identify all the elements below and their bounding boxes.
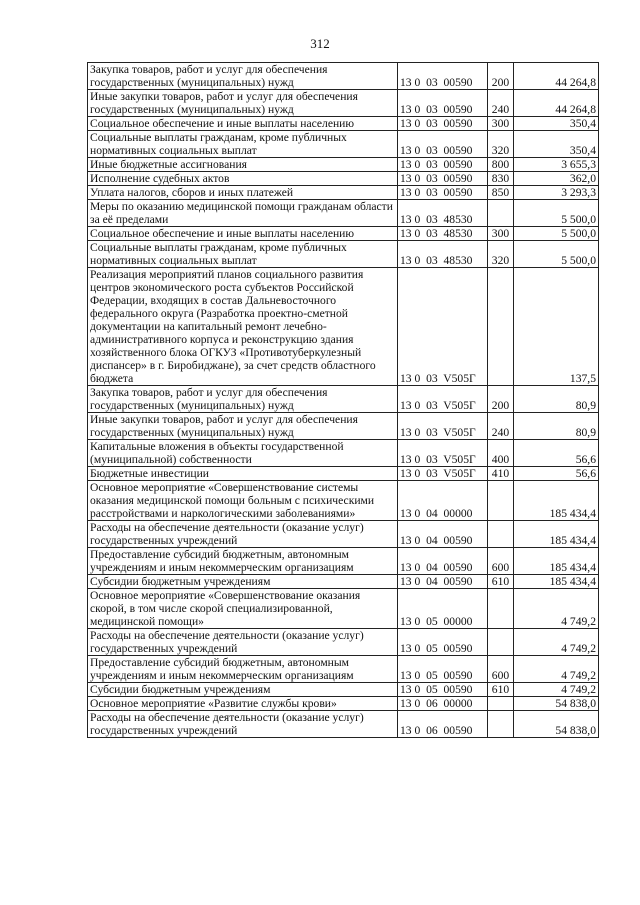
budget-table (87, 62, 599, 738)
row-type-cell (488, 481, 514, 521)
row-type-cell (488, 200, 514, 227)
row-type-cell: 300 (488, 117, 514, 131)
row-code-cell: 13 0 03 48530 (398, 227, 488, 241)
row-code-cell: 13 0 05 00000 (398, 589, 488, 629)
table-row (88, 117, 599, 131)
row-type-cell: 240 (488, 413, 514, 440)
row-code-cell: 13 0 05 00590 (398, 629, 488, 656)
row-code-cell: 13 0 03 48530 (398, 241, 488, 268)
row-sum-cell: 56,6 (514, 467, 599, 481)
row-name-cell: Основное мероприятие «Совершенствование системы оказания медицинской помощи больным с психическими расстройствами и наркологическими заболеваниями» (88, 481, 398, 521)
row-name-cell: Социальное обеспечение и иные выплаты населению (88, 117, 398, 131)
row-name-cell: Социальные выплаты гражданам, кроме публичных нормативных социальных выплат (88, 241, 398, 268)
row-name-cell: Предоставление субсидий бюджетным, автономным учреждениям и иным некоммерческим организациям (88, 548, 398, 575)
row-sum-cell: 350,4 (514, 131, 599, 158)
row-code-cell: 13 0 04 00000 (398, 481, 488, 521)
row-type-cell (488, 589, 514, 629)
row-name-cell: Исполнение судебных актов (88, 172, 398, 186)
row-sum-cell: 362,0 (514, 172, 599, 186)
row-code-cell: 13 0 04 00590 (398, 548, 488, 575)
table-row (88, 227, 599, 241)
row-sum-cell: 4 749,2 (514, 629, 599, 656)
row-code-cell: 13 0 03 00590 (398, 63, 488, 90)
row-sum-cell: 4 749,2 (514, 683, 599, 697)
row-sum-cell: 5 500,0 (514, 227, 599, 241)
table-row (88, 697, 599, 711)
row-code-cell: 13 0 03 00590 (398, 186, 488, 200)
row-type-cell: 850 (488, 186, 514, 200)
row-sum-cell: 4 749,2 (514, 589, 599, 629)
row-sum-cell: 44 264,8 (514, 90, 599, 117)
table-row (88, 481, 599, 521)
row-name-cell: Капитальные вложения в объекты государственной (муниципальной) собственности (88, 440, 398, 467)
table-row (88, 158, 599, 172)
row-sum-cell: 137,5 (514, 268, 599, 386)
row-name-cell: Расходы на обеспечение деятельности (оказание услуг) государственных учреждений (88, 629, 398, 656)
row-code-cell: 13 0 03 00590 (398, 131, 488, 158)
row-code-cell: 13 0 03 00590 (398, 117, 488, 131)
table-row (88, 200, 599, 227)
row-name-cell: Социальные выплаты гражданам, кроме публичных нормативных социальных выплат (88, 131, 398, 158)
row-sum-cell: 54 838,0 (514, 697, 599, 711)
row-code-cell: 13 0 03 00590 (398, 90, 488, 117)
table-row (88, 63, 599, 90)
row-name-cell: Закупка товаров, работ и услуг для обеспечения государственных (муниципальных) нужд (88, 63, 398, 90)
table-row (88, 241, 599, 268)
row-type-cell: 600 (488, 656, 514, 683)
row-type-cell: 320 (488, 241, 514, 268)
row-sum-cell: 3 655,3 (514, 158, 599, 172)
row-type-cell: 610 (488, 683, 514, 697)
row-sum-cell: 185 434,4 (514, 481, 599, 521)
table-row (88, 172, 599, 186)
row-code-cell: 13 0 03 00590 (398, 158, 488, 172)
row-code-cell: 13 0 04 00590 (398, 521, 488, 548)
table-row (88, 467, 599, 481)
table-row (88, 548, 599, 575)
page-number: 312 (310, 36, 330, 51)
row-sum-cell: 44 264,8 (514, 63, 599, 90)
table-row (88, 589, 599, 629)
row-type-cell: 800 (488, 158, 514, 172)
row-code-cell: 13 0 03 48530 (398, 200, 488, 227)
row-sum-cell: 350,4 (514, 117, 599, 131)
row-name-cell: Субсидии бюджетным учреждениям (88, 575, 398, 589)
table-row (88, 386, 599, 413)
table-row (88, 440, 599, 467)
row-name-cell: Субсидии бюджетным учреждениям (88, 683, 398, 697)
row-sum-cell: 4 749,2 (514, 656, 599, 683)
row-sum-cell: 54 838,0 (514, 711, 599, 738)
row-sum-cell: 5 500,0 (514, 200, 599, 227)
table-row (88, 711, 599, 738)
row-type-cell: 600 (488, 548, 514, 575)
row-name-cell: Иные закупки товаров, работ и услуг для обеспечения государственных (муниципальных) нужд (88, 90, 398, 117)
row-name-cell: Социальное обеспечение и иные выплаты населению (88, 227, 398, 241)
row-code-cell: 13 0 06 00590 (398, 711, 488, 738)
row-code-cell: 13 0 03 V505Г (398, 413, 488, 440)
row-code-cell: 13 0 03 V505Г (398, 268, 488, 386)
table-row (88, 656, 599, 683)
row-code-cell: 13 0 03 V505Г (398, 386, 488, 413)
row-name-cell: Иные закупки товаров, работ и услуг для обеспечения государственных (муниципальных) нужд (88, 413, 398, 440)
row-type-cell: 400 (488, 440, 514, 467)
row-code-cell: 13 0 03 00590 (398, 172, 488, 186)
row-type-cell (488, 711, 514, 738)
row-type-cell (488, 629, 514, 656)
table-row (88, 683, 599, 697)
row-type-cell (488, 268, 514, 386)
row-code-cell: 13 0 03 V505Г (398, 467, 488, 481)
row-code-cell: 13 0 04 00590 (398, 575, 488, 589)
row-code-cell: 13 0 03 V505Г (398, 440, 488, 467)
row-name-cell: Основное мероприятие «Совершенствование оказания скорой, в том числе скорой специализированной, медицинской помощи» (88, 589, 398, 629)
row-code-cell: 13 0 06 00000 (398, 697, 488, 711)
table-row (88, 186, 599, 200)
row-sum-cell: 185 434,4 (514, 548, 599, 575)
row-type-cell (488, 521, 514, 548)
row-type-cell: 200 (488, 386, 514, 413)
row-name-cell: Бюджетные инвестиции (88, 467, 398, 481)
row-sum-cell: 5 500,0 (514, 241, 599, 268)
row-type-cell: 200 (488, 63, 514, 90)
table-row (88, 575, 599, 589)
table-row (88, 90, 599, 117)
row-name-cell: Уплата налогов, сборов и иных платежей (88, 186, 398, 200)
row-type-cell: 240 (488, 90, 514, 117)
row-name-cell: Предоставление субсидий бюджетным, автономным учреждениям и иным некоммерческим организациям (88, 656, 398, 683)
row-sum-cell: 3 293,3 (514, 186, 599, 200)
table-body (88, 63, 599, 738)
row-type-cell: 300 (488, 227, 514, 241)
row-type-cell: 830 (488, 172, 514, 186)
row-type-cell: 320 (488, 131, 514, 158)
table-row (88, 629, 599, 656)
table-row (88, 521, 599, 548)
row-sum-cell: 185 434,4 (514, 575, 599, 589)
row-code-cell: 13 0 05 00590 (398, 656, 488, 683)
table-row (88, 268, 599, 386)
row-sum-cell: 185 434,4 (514, 521, 599, 548)
row-name-cell: Расходы на обеспечение деятельности (оказание услуг) государственных учреждений (88, 711, 398, 738)
row-name-cell: Реализация мероприятий планов социального развития центров экономического роста субъектов Российской Федерации, входящих в состав Дальневосточного федерального округа (Разработка проектно-сметной документации на капитальный ремонт лечебно-административного корпуса и реконструкцию здания хозяйственного блока ОГКУЗ «Противотуберкулезный диспансер» в г. Биробиджане), за счет средств областного бюджета (88, 268, 398, 386)
row-code-cell: 13 0 05 00590 (398, 683, 488, 697)
row-name-cell: Иные бюджетные ассигнования (88, 158, 398, 172)
row-name-cell: Основное мероприятие «Развитие службы крови» (88, 697, 398, 711)
row-name-cell: Меры по оказанию медицинской помощи гражданам области за её пределами (88, 200, 398, 227)
row-sum-cell: 56,6 (514, 440, 599, 467)
table-row (88, 413, 599, 440)
row-type-cell: 410 (488, 467, 514, 481)
row-sum-cell: 80,9 (514, 413, 599, 440)
row-name-cell: Расходы на обеспечение деятельности (оказание услуг) государственных учреждений (88, 521, 398, 548)
row-sum-cell: 80,9 (514, 386, 599, 413)
row-name-cell: Закупка товаров, работ и услуг для обеспечения государственных (муниципальных) нужд (88, 386, 398, 413)
row-type-cell: 610 (488, 575, 514, 589)
row-type-cell (488, 697, 514, 711)
table-row (88, 131, 599, 158)
